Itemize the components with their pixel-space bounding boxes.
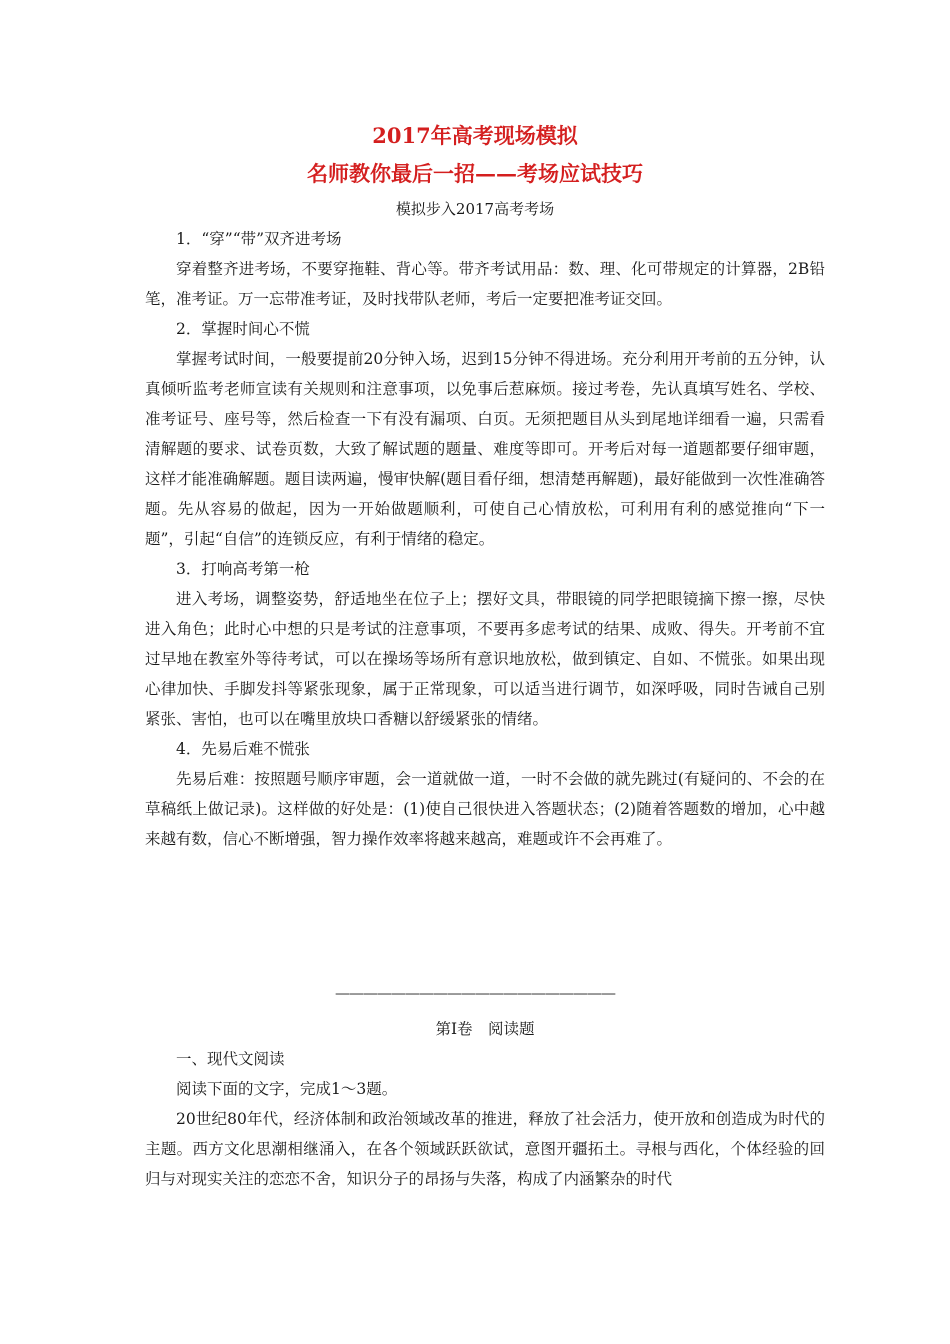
title-line-2: 名师教你最后一招——考场应试技巧 xyxy=(307,161,643,186)
section-heading-1: 1．“穿”“带”双齐进考场 xyxy=(176,230,342,248)
tips-content xyxy=(145,224,825,854)
divider-line: ———————————————————— xyxy=(335,984,615,1002)
subtitle: 模拟步入2017高考考场 xyxy=(395,200,555,218)
section-body-2: 掌握考试时间，一般要提前20分钟入场，迟到15分钟不得进场。充分利用开考前的五分钟，认真倾听监考老师宣读有关规则和注意事项，以免事后惹麻烦。接过考卷，先认真填写姓名、学校、准考证号、座号等，然后检查一下有没有漏项、白页。无须把题目从头到尾地详细看一遍，只需看清解题的要求、试卷页数，大致了解试题的题量、难度等即可。开考后对每一道题都要仔细审题，这样才能准确解题。题目读两遍，慢审快解(题目看仔细，想清楚再解题)，最好能做到一次性准确答题。先从容易的做起，因为一开始做题顺利，可使自己心情放松，可利用有利的感觉推向“下一题”，引起“自信”的连锁反应，有利于情绪的稳定。 xyxy=(145,350,825,548)
section-heading-4: 4．先易后难不慌张 xyxy=(176,740,310,758)
reading-section xyxy=(145,1014,825,1194)
section-label: 一、现代文阅读 xyxy=(176,1050,285,1068)
section-heading-2: 2．掌握时间心不慌 xyxy=(176,320,310,338)
title-line-1: 2017年高考现场模拟 xyxy=(372,123,578,148)
section-heading-3: 3．打响高考第一枪 xyxy=(176,560,310,578)
passage: 20世纪80年代，经济体制和政治领域改革的推进，释放了社会活力，使开放和创造成为时代的主题。西方文化思潮相继涌入，在各个领域跃跃欲试，意图开疆拓土。寻根与西化，个体经验的回归与对现实关注的恋恋不舍，知识分子的昂扬与失落，构成了内涵繁杂的时代 xyxy=(145,1110,825,1188)
section-body-4: 先易后难：按照题号顺序审题，会一道就做一道，一时不会做的就先跳过(有疑问的、不会的在草稿纸上做记录)。这样做的好处是：(1)使自己很快进入答题状态；(2)随着答题数的增加，心中越来越有数，信心不断增强，智力操作效率将越来越高，难题或许不会再难了。 xyxy=(145,770,825,848)
instruction: 阅读下面的文字，完成1～3题。 xyxy=(176,1080,398,1098)
section-body-3: 进入考场，调整姿势，舒适地坐在位子上；摆好文具，带眼镜的同学把眼镜摘下擦一擦，尽快进入角色；此时心中想的只是考试的注意事项，不要再多虑考试的结果、成败、得失。开考前不宜过早地在教室外等待考试，可以在操场等场所有意识地放松，做到镇定、自如、不慌张。如果出现心律加快、手脚发抖等紧张现象，属于正常现象，可以适当进行调节，如深呼吸，同时告诫自己别紧张、害怕，也可以在嘴里放块口香糖以舒缓紧张的情绪。 xyxy=(145,590,825,728)
section-body-1: 穿着整齐进考场，不要穿拖鞋、背心等。带齐考试用品：数、理、化可带规定的计算器，2B铅笔，准考证。万一忘带准考证，及时找带队老师，考后一定要把准考证交回。 xyxy=(145,260,825,308)
part-title: 第Ⅰ卷 阅读题 xyxy=(435,1020,535,1038)
